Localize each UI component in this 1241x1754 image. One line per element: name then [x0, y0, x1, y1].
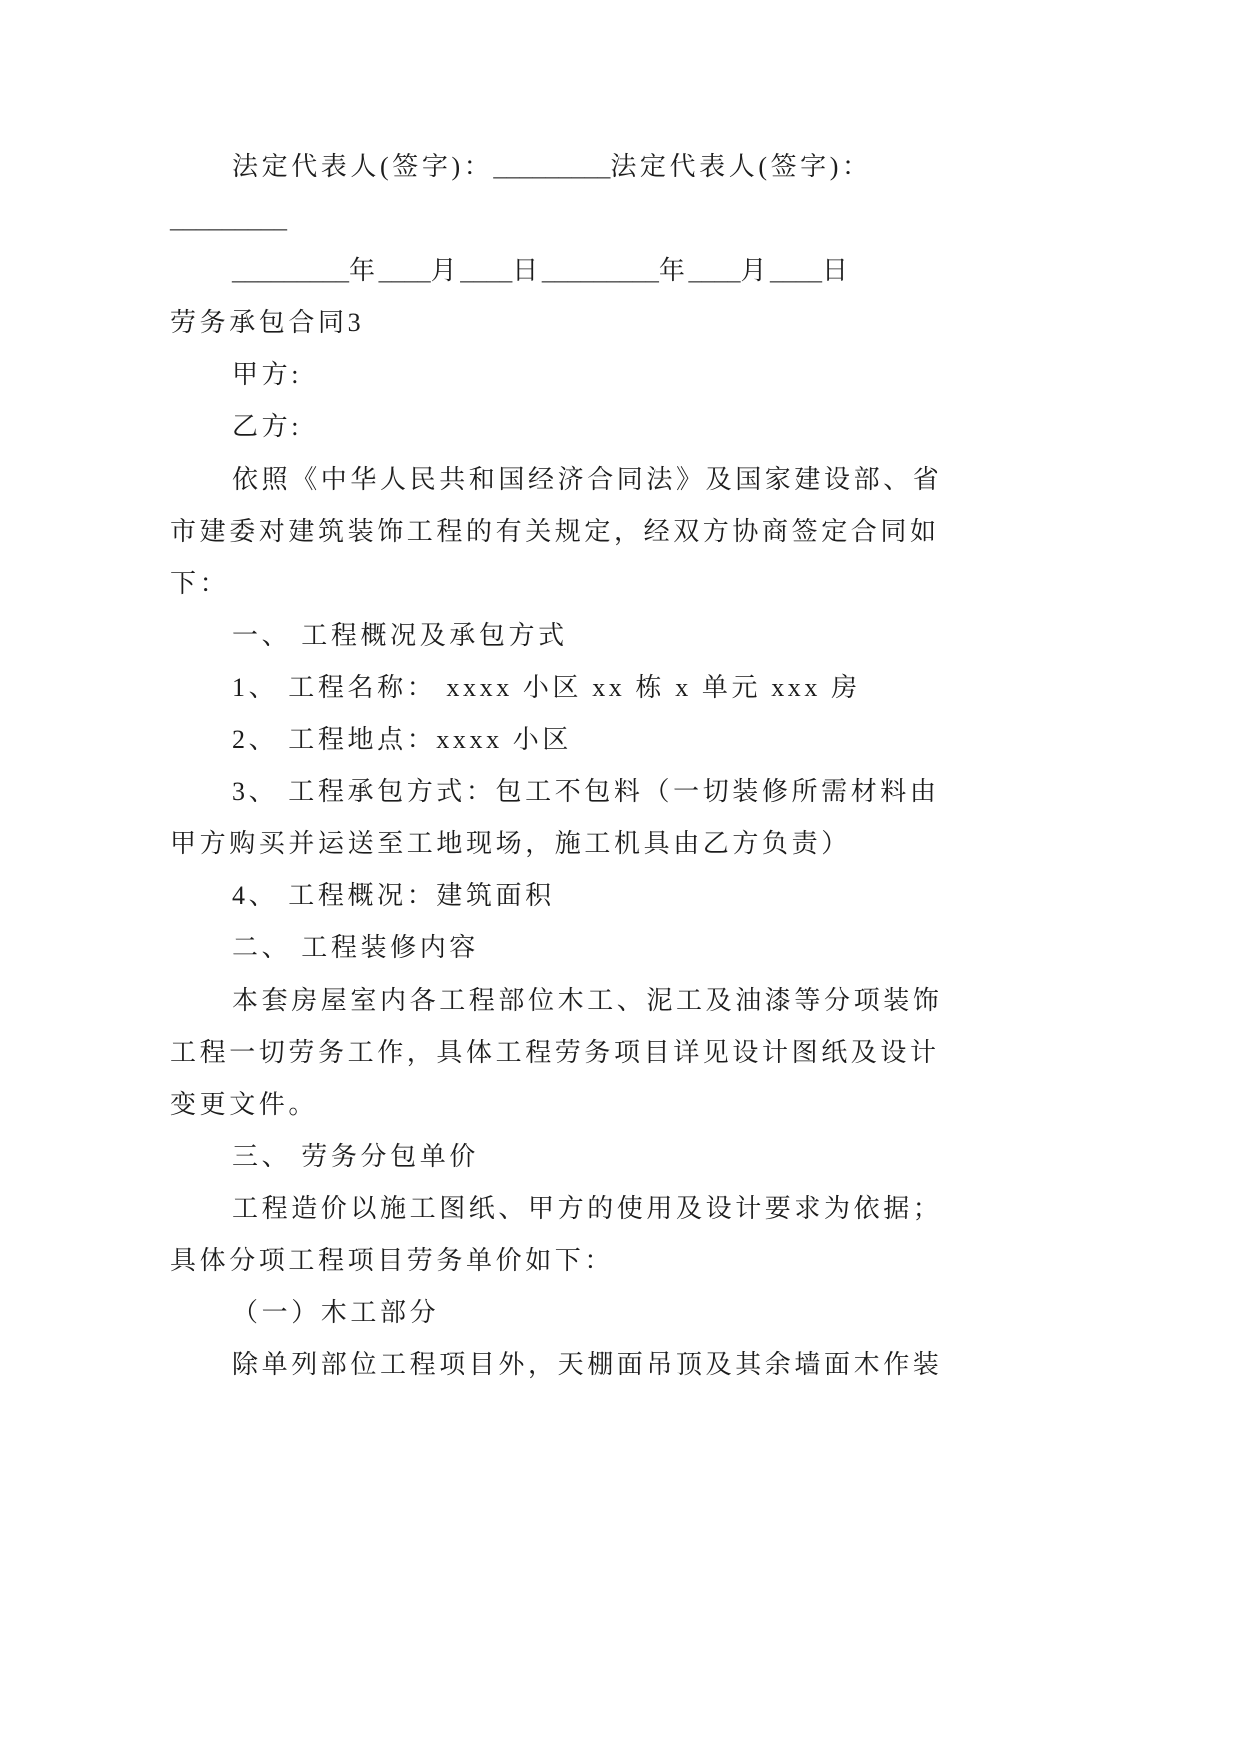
- party-b-rep-blank: _________: [170, 204, 287, 234]
- date-b-month-blank: ____: [688, 256, 741, 286]
- section-1-item: 甲方购买并运送至工地现场，施工机具由乙方负责）: [170, 829, 851, 859]
- preamble-line: 下：: [170, 568, 230, 598]
- party-b: 乙方:: [232, 412, 303, 442]
- section-1-item: 3、 工程承包方式：包工不包料（一切装修所需材料由: [232, 777, 940, 807]
- date-a-year-blank: _________: [232, 256, 349, 286]
- date-b-year: 年: [658, 256, 689, 286]
- party-a: 甲方:: [232, 360, 303, 390]
- section-1-item: 1、 工程名称： xxxx 小区 xx 栋 x 单元 xxx 房: [232, 672, 861, 702]
- date-line: [170, 245, 990, 297]
- section-1-item: 4、 工程概况：建筑面积: [232, 881, 555, 911]
- contract-title: 劳务承包合同3: [170, 308, 365, 338]
- document-page: [170, 141, 990, 1391]
- date-a-day: 日: [512, 256, 542, 286]
- section-3-body-line: 具体分项工程项目劳务单价如下：: [170, 1245, 615, 1275]
- party-a-rep-blank: _________: [493, 152, 611, 181]
- signature-line: [170, 141, 990, 193]
- section-1-heading: 一、 工程概况及承包方式: [232, 620, 568, 650]
- section-3-body-line: 工程造价以施工图纸、甲方的使用及设计要求为依据；: [232, 1193, 943, 1223]
- date-a-month-blank: ____: [378, 256, 431, 286]
- preamble-line: 市建委对建筑装饰工程的有关规定，经双方协商签定合同如: [170, 516, 940, 546]
- section-2-body-line: 变更文件。: [170, 1089, 319, 1119]
- section-3-sub-1-body-line: 除单列部位工程项目外，天棚面吊顶及其余墙面木作装: [232, 1350, 943, 1380]
- section-2-body-line: 工程一切劳务工作，具体工程劳务项目详见设计图纸及设计: [170, 1037, 940, 1067]
- signature-line-continued: [170, 193, 990, 245]
- date-a-month: 月: [430, 256, 461, 286]
- preamble-line: 依照《中华人民共和国经济合同法》及国家建设部、省: [232, 464, 943, 494]
- section-1-item: 2、 工程地点：xxxx 小区: [232, 725, 573, 755]
- date-a-day-blank: ____: [460, 256, 513, 286]
- party-b-rep-label: 法定代表人(签字)：: [610, 152, 872, 181]
- date-b-day-blank: ____: [770, 256, 823, 286]
- section-2-heading: 二、 工程装修内容: [232, 933, 479, 963]
- date-b-month: 月: [740, 256, 771, 286]
- date-b-year-blank: _________: [541, 256, 659, 286]
- date-b-day: 日: [822, 256, 852, 286]
- party-a-rep-label: 法定代表人(签字)：: [232, 152, 494, 181]
- section-3-sub-1-heading: （一）木工部分: [232, 1298, 440, 1328]
- section-3-heading: 三、 劳务分包单价: [232, 1141, 479, 1171]
- section-2-body-line: 本套房屋室内各工程部位木工、泥工及油漆等分项装饰: [232, 985, 943, 1015]
- date-a-year: 年: [349, 256, 379, 286]
